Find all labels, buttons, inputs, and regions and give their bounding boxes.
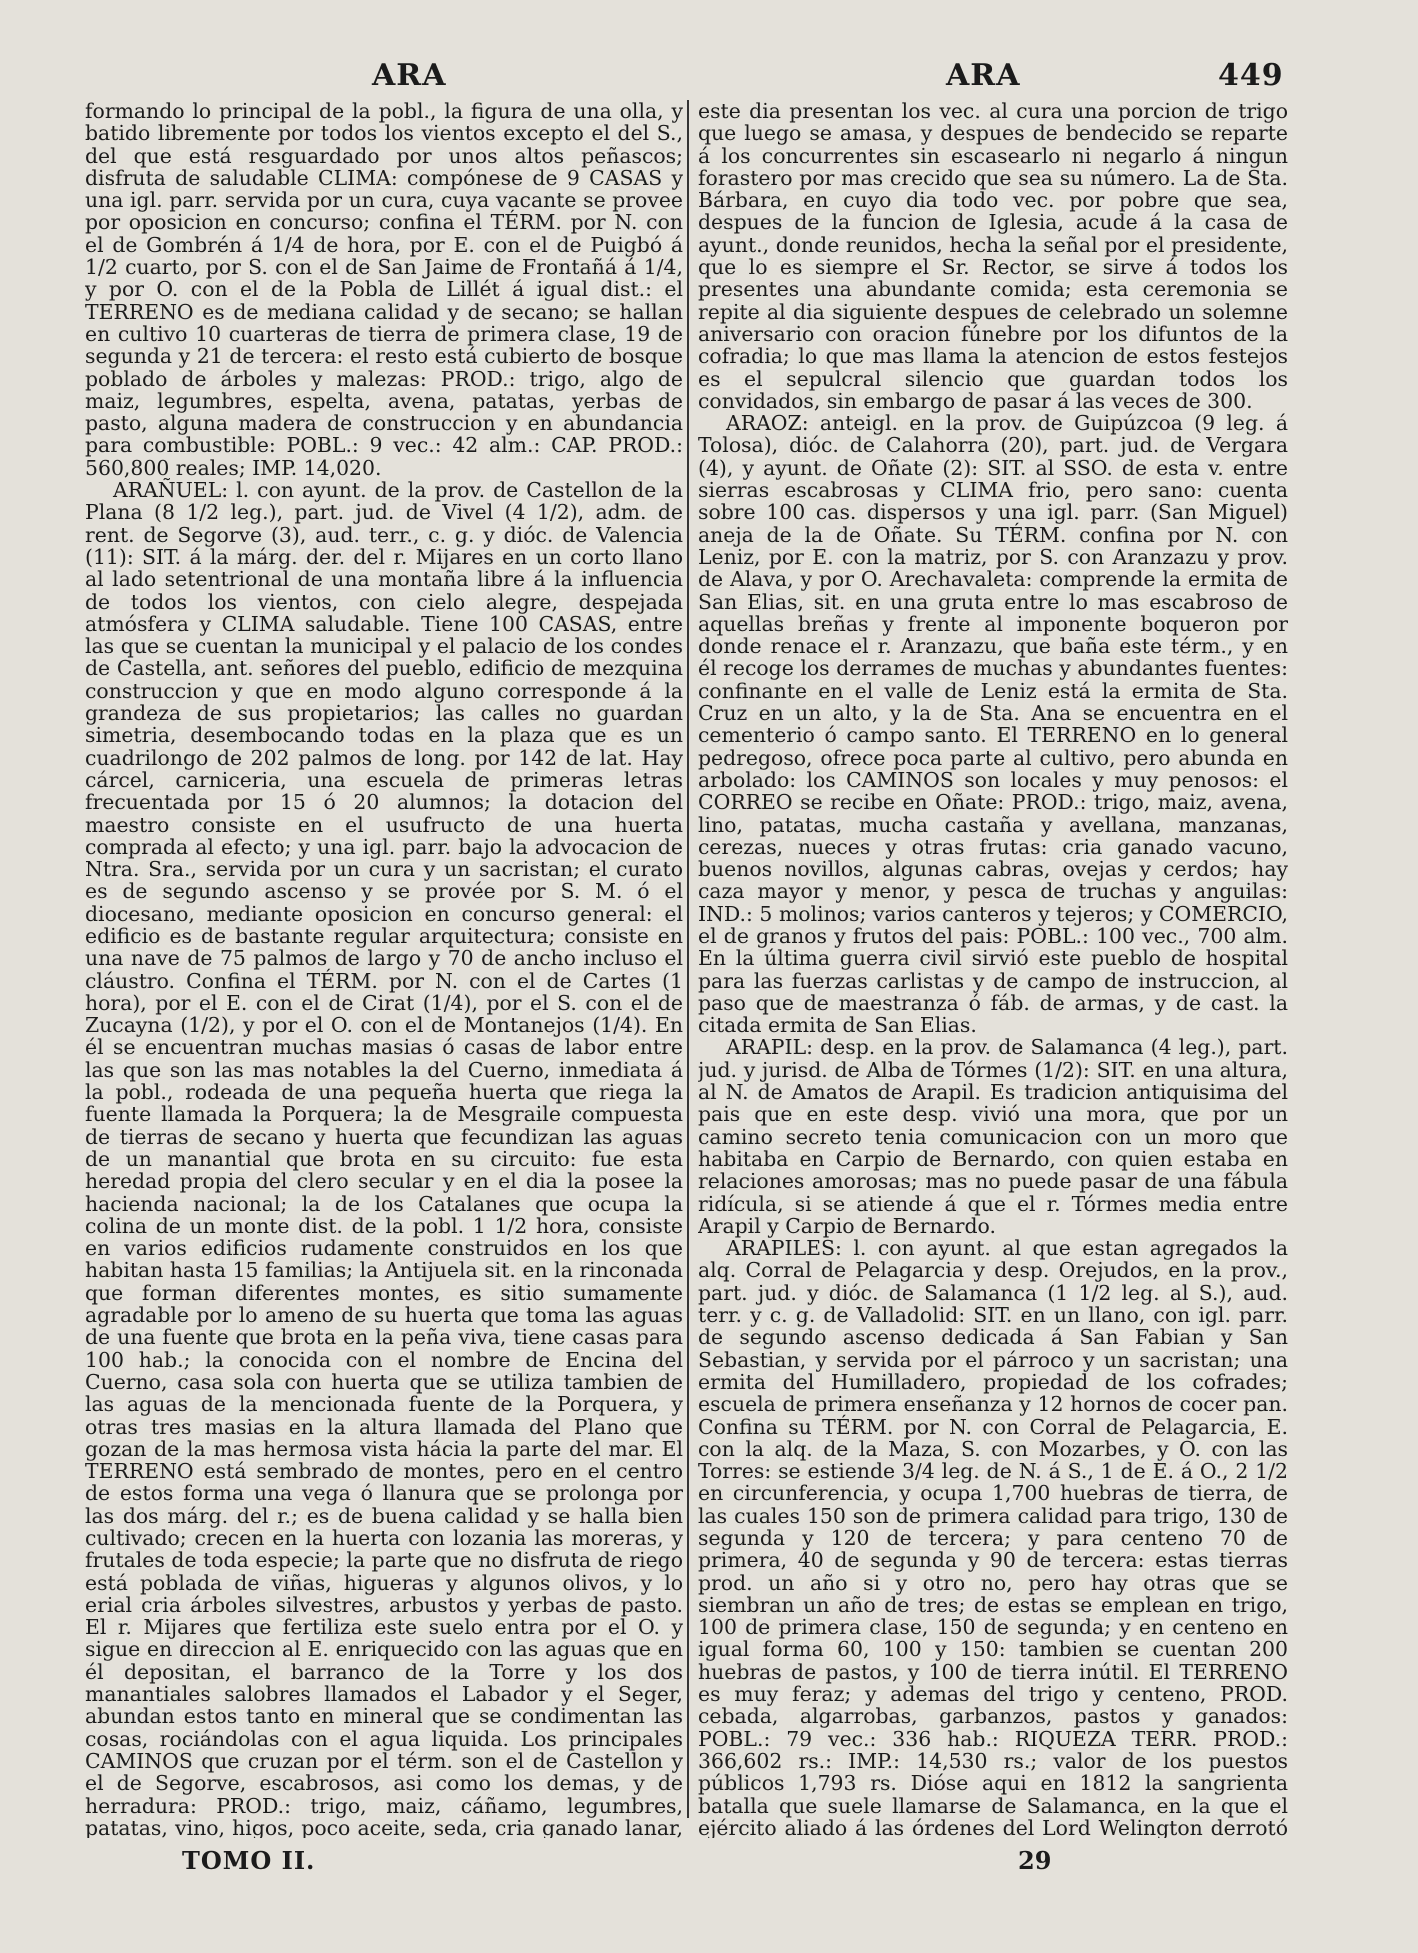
entry-araoz: ARAOZ: anteigl. en la prov. de Guipúzcoa (9 leg. á Tolosa), dióc. de Calahorra (20), part. jud. de Vergara (4), y ayunt. de Oñate (2): SIT. al SSO. de esta v. entre sierras escabrosas y CLIMA frio, pero sano: cuenta sobre 100 cas. dispersos y una igl. parr. (San Miguel) aneja de la de Oñate. Su TÉRM. confina por N. con Leniz, por E. con la matriz, por S. con Aranzazu y prov. de Alava, y por O. Arechavaleta: comprende la ermita de San Elias, sit. en una gruta entre lo mas escabroso de aquellas breñas y frente al imponente boqueron por donde renace el r. Aranzazu, que baña este térm., y en él recoge los derrames de muchas y abundantes fuentes: confinante en el valle de Leniz está la ermita de Sta. Cruz en un alto, y la de Sta. Ana se encuentra en el cementerio ó campo santo. El TERRENO en lo general pedregoso, ofrece poca parte al cultivo, pero abunda en arbolado: los CAMINOS son locales y muy penosos: el CORREO se recibe en Oñate: PROD.: trigo, maiz, avena, lino, patatas, mucha castaña y avellana, manzanas, cerezas, nueces y otras frutas: cria ganado vacuno, buenos novillos, algunas cabras, ovejas y cerdos; hay caza mayor y menor, y pesca de truchas y anguilas: IND.: 5 molinos; varios canteros y tejeros; y COMERCIO, el de granos y frutos del pais: POBL.: 100 vec., 700 alm. En la última guerra civil sirvió este pueblo de hospital para las fuerzas carlistas y de campo de instruccion, al paso que de maestranza ó fáb. de armas, y de cast. la citada ermita de San Elias.: [698, 411, 1288, 1038]
footer-volume: TOMO II.: [182, 1846, 316, 1875]
right-column: [698, 100, 1288, 1838]
entry-arapil: ARAPIL: desp. en la prov. de Salamanca (4 leg.), part. jud. y jurisd. de Alba de Tórmes (1/2): SIT. en una altura, al N. de Amatos de Arapil. Es tradicion antiquisima del pais que en este desp. vivió una mora, que por un camino secreto tenia comunicacion con un moro que habitaba en Carpio de Bernardo, con quien estaba en relaciones amorosas; mas no puede pasar de una fábula ridícula, si se atiende á que el r. Tórmes media entre Arapil y Carpio de Bernardo.: [698, 1035, 1288, 1238]
column-divider: [687, 100, 689, 1818]
entry-aranuel: ARAÑUEL: l. con ayunt. de la prov. de Castellon de la Plana (8 1/2 leg.), part. jud. de Vivel (4 1/2), adm. de rent. de Segorve (3), aud. terr., c. g. y dióc. de Valencia (11): SIT. á la márg. der. del r. Mijares en un corto llano al lado setentrional de una montaña libre á la influencia de todos los vientos, con cielo alegre, despejada atmósfera y CLIMA saludable. Tiene 100 CASAS, entre las que se cuentan la municipal y el palacio de los condes de Castella, ant. señores del pueblo, edificio de mezquina construccion y que en modo alguno corresponde á la grandeza de sus propietarios; las calles no guardan simetria, desembocando todas en la plaza que es un cuadrilongo de 202 palmos de long. por 142 de lat. Hay cárcel, carniceria, una escuela de primeras letras frecuentada por 15 ó 20 alumnos; la dotacion del maestro consiste en el usufructo de una huerta comprada al efecto; y una igl. parr. bajo la advocacion de Ntra. Sra., servida por un cura y un sacristan; el curato es de segundo ascenso y se provée por S. M. ó el diocesano, mediante oposicion en concurso general: el edificio es de bastante regular arquitectura; consiste en una nave de 75 palmos de largo y 70 de ancho incluso el cláustro. Confina el TÉRM. por N. con el de Cartes (1 hora), por el E. con el de Cirat (1/4), por el S. con el de Zucayna (1/2), y por el O. con el de Montanejos (1/4). En él se encuentran muchas masias ó casas de labor entre las que son las mas notables la del Cuerno, inmediata á la pobl., rodeada de una pequeña huerta que riega la fuente llamada la Porquera; la de Mesgraile compuesta de tierras de secano y huerta que fecundizan las aguas de un manantial que brota en su circuito: fue esta heredad propia del clero secular y en el dia la posee la hacienda nacional; la de los Catalanes que ocupa la colina de un monte dist. de la pobl. 1 1/2 hora, consiste en varios edificios rudamente construidos en los que habitan hasta 15 familias; la Antijuela sit. en la rinconada que forman diferentes montes, es sitio sumamente agradable por lo ameno de su huerta que toma las aguas de una fuente que brota en la peña viva, tiene casas para 100 hab.; la conocida con el nombre de Encina del Cuerno, casa sola con huerta que se utiliza tambien de las aguas de la mencionada fuente de la Porquera, y otras tres masias en la altura llamada del Plano que gozan de la mas hermosa vista hácia la parte del mar. El TERRENO está sembrado de montes, pero en el centro de estos forma una vega ó llanura que se prolonga por las dos márg. del r.; es de buena calidad y se halla bien cultivado; crecen en la huerta con lozania las moreras, y frutales de toda especie; la parte que no disfruta de riego está poblada de viñas, higueras y algunos olivos, y lo erial cria árboles silvestres, arbustos y yerbas de pasto. El r. Mijares que fertiliza este suelo entra por el O. y sigue en direccion al E. enriquecido con las aguas que en él depositan, el barranco de la Torre y los dos manantiales salobres llamados el Labador y el Seger, abundan estos tanto en mineral que se condimentan las cosas, rociándolas con el agua liquida. Los principales CAMINOS que cruzan por el térm. son el de Castellon y el de Segorve, escabrosos, asi como los demas, y de herradura: PROD.: trigo, maiz, cáñamo, legumbres, patatas, vino, higos, poco aceite, seda, cria ganado lanar,: [85, 478, 683, 1838]
running-head-right: ARA: [946, 58, 1021, 93]
footer-signature: 29: [1018, 1846, 1052, 1875]
paragraph-continued-right: este dia presentan los vec. al cura una porcion de trigo que luego se amasa, y despues de bendecido se reparte á los concurrentes sin escasearlo ni negarlo á ningun forastero por mas crecido que sea su número. La de Sta. Bárbara, en cuyo dia todo vec. por pobre que sea, despues de la funcion de Iglesia, acude á la casa de ayunt., donde reunidos, hecha la señal por el presidente, que lo es siempre el Sr. Rector, se sirve á todos los presentes una abundante comida; esta ceremonia se repite al dia siguiente despues de celebrado un solemne aniversario con oracion fúnebre por los difuntos de la cofradia; lo que mas llama la atencion de estos festejos es el sepulcral silencio que guardan todos los convidados, sin embargo de pasar á las veces de 300.: [698, 100, 1288, 413]
running-head-left: ARA: [372, 58, 447, 93]
page-number: 449: [1218, 58, 1284, 93]
left-column: [85, 100, 683, 1838]
paragraph-continued: formando lo principal de la pobl., la figura de una olla, y batido libremente por todos los vientos excepto el del S., del que está resguardado por unos altos peñascos; disfruta de saludable CLIMA: compónese de 9 CASAS y una igl. parr. servida por un cura, cuya vacante se provee por oposicion en concurso; confina el TÉRM. por N. con el de Gombrén á 1/4 de hora, por E. con el de Puigbó á 1/2 cuarto, por S. con el de San Jaime de Frontañá á 1/4, y por O. con el de la Pobla de Lillét á igual dist.: el TERRENO es de mediana calidad y de secano; se hallan en cultivo 10 cuarteras de tierra de primera clase, 19 de segunda y 21 de tercera: el resto está cubierto de bosque poblado de árboles y malezas: PROD.: trigo, algo de maiz, legumbres, espelta, avena, patatas, yerbas de pasto, alguna madera de construccion y en abundancia para combustible: POBL.: 9 vec.: 42 alm.: CAP. PROD.: 560,800 reales; IMP. 14,020.: [85, 100, 683, 480]
entry-arapiles: ARAPILES: l. con ayunt. al que estan agregados la alq. Corral de Pelagarcia y desp. Orejudos, en la prov., part. jud. y dióc. de Salamanca (1 1/2 leg. al S.), aud. terr. y c. g. de Valladolid: SIT. en un llano, con igl. parr. de segundo ascenso dedicada á San Fabian y San Sebastian, y servida por el párroco y un sacristan; una ermita del Humilladero, propiedad de los cofrades; escuela de primera enseñanza y 12 hornos de cocer pan. Confina su TÉRM. por N. con Corral de Pelagarcia, E. con la alq. de la Maza, S. con Mozarbes, y O. con las Torres: se estiende 3/4 leg. de N. á S., 1 de E. á O., 2 1/2 en circunferencia, y ocupa 1,700 huebras de tierra, de las cuales 150 son de primera calidad para trigo, 130 de segunda y 120 de tercera; y para centeno 70 de primera, 40 de segunda y 90 de tercera: estas tierras prod. un año si y otro no, pero hay otras que se siembran un año de tres; de estas se emplean en trigo, 100 de primera clase, 150 de segunda; y en centeno en igual forma 60, 100 y 150: tambien se cuentan 200 huebras de pastos, y 100 de tierra inútil. El TERRENO es muy feraz; y ademas del trigo y centeno, PROD. cebada, algarrobas, garbanzos, pastos y ganados: POBL.: 79 vec.: 336 hab.: RIQUEZA TERR. PROD.: 366,602 rs.: IMP.: 14,530 rs.; valor de los puestos públicos 1,793 rs. Dióse aqui en 1812 la sangrienta batalla que suele llamarse de Salamanca, en la que el ejército aliado á las órdenes del Lord Welington derrotó: [698, 1236, 1288, 1838]
